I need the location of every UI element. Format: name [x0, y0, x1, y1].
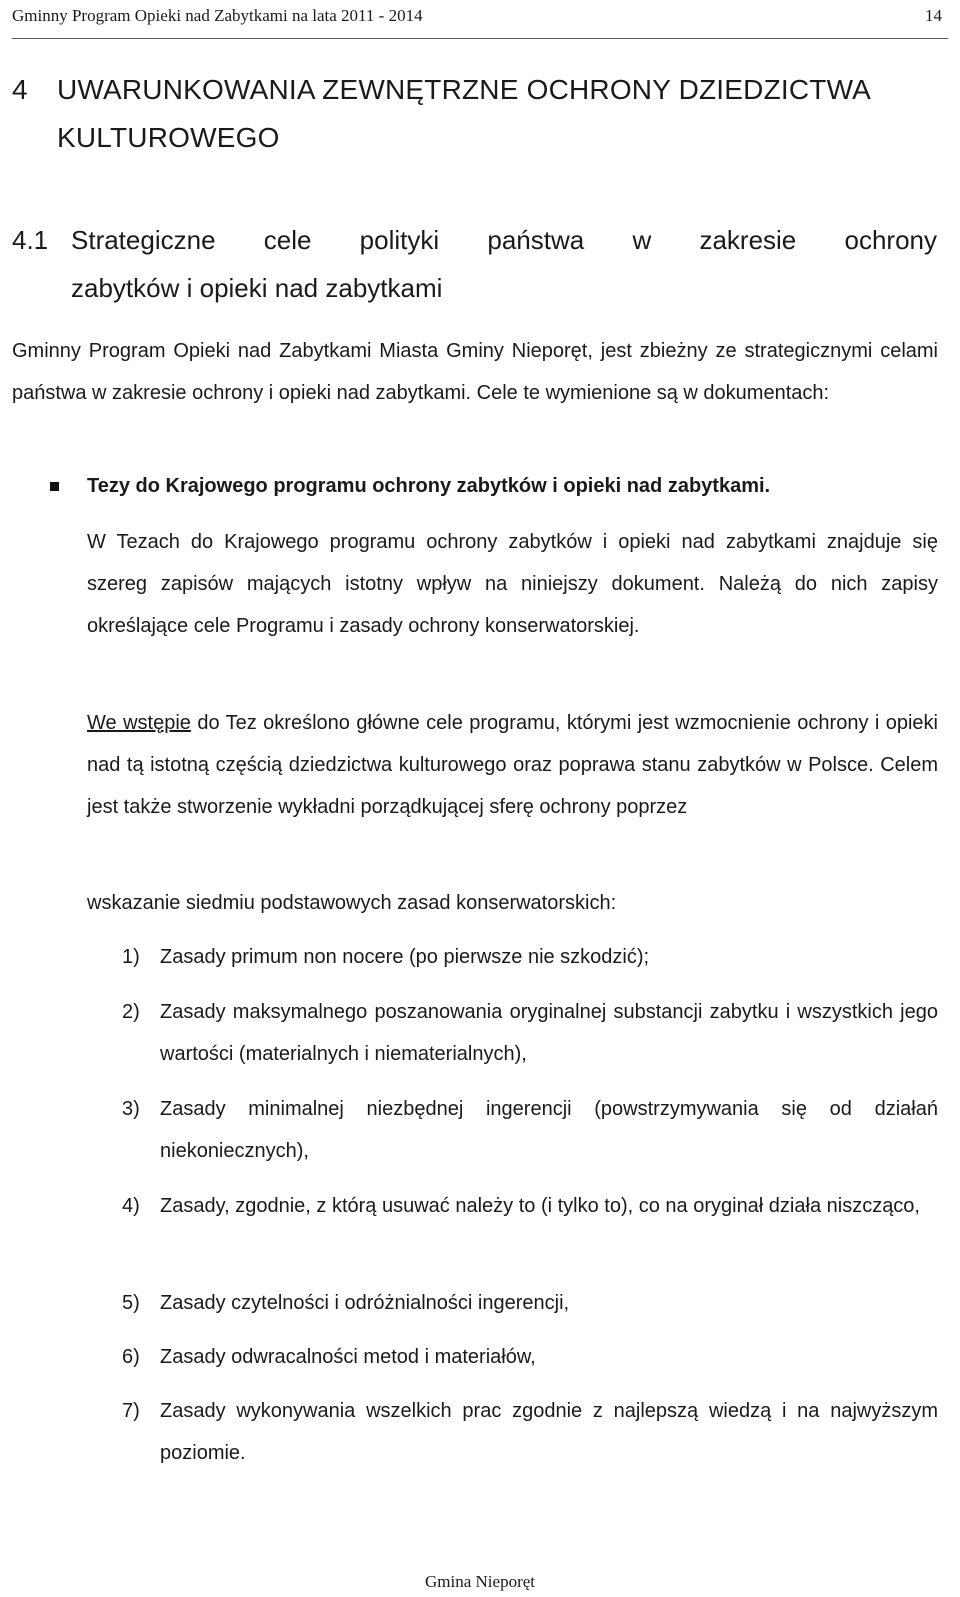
section-title — [57, 66, 937, 162]
header-title: Gminny Program Opieki nad Zabytkami na lata 2011 - 2014 — [12, 6, 423, 25]
subsection-title-line2: zabytków i opieki nad zabytkami — [71, 273, 443, 303]
list-text: Zasady, zgodnie, z którą usuwać należy to (i tylko to), co na oryginał działa niszcząco, — [160, 1195, 920, 1217]
list-number: 3) — [122, 1098, 140, 1120]
list-number: 6) — [122, 1346, 140, 1368]
section-title-line2: KULTUROWEGO — [57, 122, 280, 153]
list-text: Zasady wykonywania wszelkich prac zgodnie z najlepszą wiedzą i na najwyższym poziomie. — [160, 1400, 938, 1464]
list-number: 7) — [122, 1400, 140, 1422]
paragraph-zasady-intro: wskazanie siedmiu podstawowych zasad konserwatorskich: — [87, 892, 617, 914]
list-number: 5) — [122, 1292, 140, 1314]
subsection-title-line1: Strategiczne cele polityki państwa w zakresie ochrony — [71, 225, 937, 255]
intro-paragraph: Gminny Program Opieki nad Zabytkami Miasta Gminy Nieporęt, jest zbieżny ze strategicznymi celami państwa w zakresie ochrony i opieki nad zabytkami. Cele te wymienione są w dokumentach: — [12, 340, 938, 404]
list-text: Zasady primum non nocere (po pierwsze nie szkodzić); — [160, 946, 650, 968]
page-number: 14 — [925, 6, 942, 25]
list-number: 2) — [122, 1001, 140, 1023]
paragraph-tezy: W Tezach do Krajowego programu ochrony zabytków i opieki nad zabytkami znajduje się szereg zapisów mających istotny wpływ na niniejszy dokument. Należą do nich zapisy określające cele Programu i zasady ochrony konserwatorskiej. — [87, 531, 938, 637]
list-number: 1) — [122, 946, 140, 968]
paragraph-wstep — [87, 702, 938, 828]
paragraph-wstep-text: do Tez określono główne cele programu, którymi jest wzmocnienie ochrony i opieki nad tą istotną częścią dziedzictwa kulturowego oraz poprawa stanu zabytków w Polsce. Celem jest także stworzenie wykładni porządkującej sferę ochrony poprzez — [87, 712, 938, 818]
bullet-item: Tezy do Krajowego programu ochrony zabytków i opieki nad zabytkami. — [87, 475, 771, 497]
list-text: Zasady minimalnej niezbędnej ingerencji (powstrzymywania się od działań niekoniecznych), — [160, 1098, 938, 1162]
subsection-number: 4.1 — [12, 225, 49, 255]
page-header — [12, 0, 948, 39]
page-footer: Gmina Nieporęt — [425, 1572, 535, 1591]
underlined-phrase: We wstępie — [87, 712, 191, 734]
bullet-square-icon — [50, 482, 59, 491]
section-number: 4 — [12, 74, 28, 105]
section-title-line1: UWARUNKOWANIA ZEWNĘTRZNE OCHRONY DZIEDZICTWA — [57, 74, 872, 105]
list-text: Zasady czytelności i odróżnialności ingerencji, — [160, 1292, 570, 1314]
subsection-title — [71, 216, 937, 312]
list-text: Zasady odwracalności metod i materiałów, — [160, 1346, 536, 1368]
list-number: 4) — [122, 1195, 140, 1217]
list-text: Zasady maksymalnego poszanowania oryginalnej substancji zabytku i wszystkich jego wartości (materialnych i niematerialnych), — [160, 1001, 938, 1065]
